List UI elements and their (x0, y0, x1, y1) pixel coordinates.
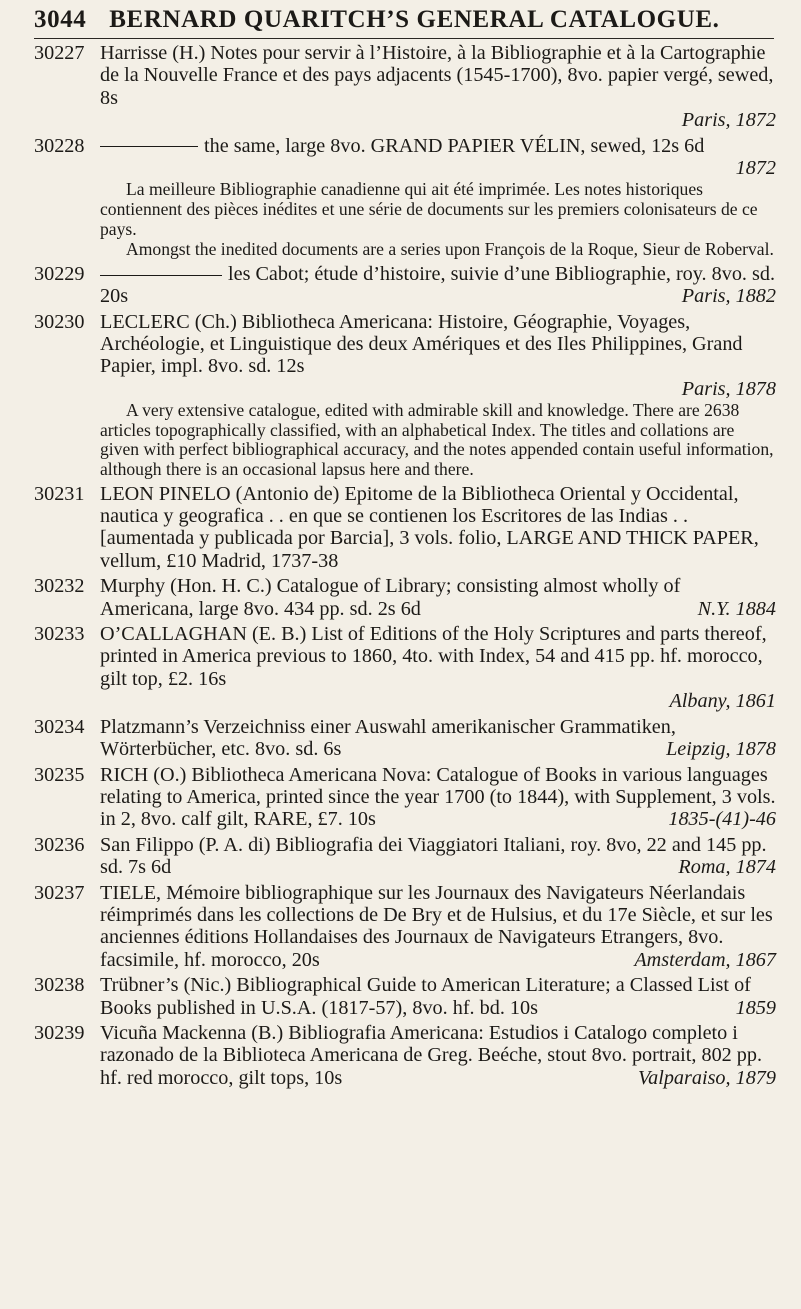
imprint-place: 1859 (735, 996, 776, 1019)
lot-number: 30234 (34, 715, 85, 738)
ditto-rule (100, 275, 222, 276)
imprint-place: 1835-(41)-46 (668, 808, 776, 831)
entry-text: O’CALLAGHAN (E. B.) List of Editions of the Holy Scriptures and parts thereof, printed in America previous to 1860, 4to. with Index, 54 and 415 pp. hf. morocco, gilt top, £2. 16s (100, 623, 767, 690)
page-title: BERNARD QUARITCH’S GENERAL CATALOGUE. (109, 6, 720, 33)
lot-number: 30236 (34, 833, 85, 856)
catalogue-entry (34, 882, 776, 972)
lot-number: 30235 (34, 763, 85, 786)
lot-number: 30232 (34, 575, 85, 598)
entry-note: La meilleure Bibliographie canadienne qui ait été imprimée. Les notes historiques contiennent des pièces inédites et une série de documents sur les premiers colonisateurs de ce pays. (100, 179, 758, 239)
imprint-place: Paris, 1878 (681, 377, 776, 400)
entry-text: Platzmann’s Verzeichniss einer Auswahl amerikanischer Grammatiken, Wörterbücher, etc. 8vo. sd. 6s (100, 715, 676, 761)
ditto-rule (100, 146, 198, 147)
lot-number: 30230 (34, 310, 85, 333)
entry-text: Trübner’s (Nic.) Bibliographical Guide to American Literature; a Classed List of Books published in U.S.A. (1817-57), 8vo. hf. bd. 10s (100, 974, 751, 1019)
entry-text: TIELE, Mémoire bibliographique sur les Journaux des Navigateurs Néerlandais réimprimés dans les collections de De Bry et de Hulsius, et du 17e Siècle, et sur les anciennes éditions Hollandaises des Journaux de Navigateurs Etrangers, 8vo. facsimile, hf. morocco, 20s (100, 881, 773, 971)
entry-body (100, 575, 776, 620)
imprint-place: Albany, 1861 (669, 690, 776, 713)
catalogue-entry (34, 1022, 776, 1089)
catalogue-entry (34, 135, 776, 260)
entry-text: San Filippo (P. A. di) Bibliografia dei Viaggiatori Italiani, roy. 8vo, 22 and 145 pp. sd. 7s 6d (100, 833, 767, 879)
running-head (34, 6, 774, 36)
catalogue-entry (34, 716, 776, 761)
entry-text: the same, large 8vo. GRAND PAPIER VÉLIN, sewed, 12s 6d (204, 134, 705, 157)
entry-text: LECLERC (Ch.) Bibliotheca Americana: Histoire, Géographie, Voyages, Archéologie, et Linguistique des deux Amériques et des Iles Philippines, Grand Papier, impl. 8vo. sd. 12s (100, 310, 743, 378)
lot-number: 30231 (34, 482, 85, 505)
catalogue-entry (34, 42, 776, 132)
entry-text: RICH (O.) Bibliotheca Americana Nova: Catalogue of Books in various languages relating to America, printed since the year 1700 (to 1844), with Supplement, 3 vols. in 2, 8vo. calf gilt, RARE, £7. 10s (100, 763, 776, 831)
entry-body (100, 882, 776, 972)
catalogue-entry (34, 764, 776, 831)
catalogue-entry (34, 623, 776, 713)
entry-text: Harrisse (H.) Notes pour servir à l’Histoire, à la Bibliographie et à la Cartographie de la Nouvelle France et des pays adjacents (1545-1700), 8vo. papier vergé, sewed, 8s (100, 42, 774, 109)
entry-text: Murphy (Hon. H. C.) Catalogue of Library; consisting almost wholly of Americana, large 8vo. 434 pp. sd. 2s 6d (100, 575, 681, 620)
page-number: 3044 (34, 6, 87, 33)
lot-number: 30238 (34, 974, 85, 997)
entry-body (100, 135, 776, 157)
entry-body (100, 716, 776, 761)
catalogue-entry (34, 263, 776, 308)
lot-number: 30229 (34, 262, 85, 285)
entry-body (100, 764, 776, 831)
lot-number: 30237 (34, 881, 85, 904)
imprint-place: Amsterdam, 1867 (634, 948, 776, 971)
entry-text: les Cabot; étude d’histoire, suivie d’une Bibliographie, roy. 8vo. sd. 20s (100, 262, 776, 308)
imprint-place: N.Y. 1884 (697, 597, 776, 620)
entry-text: Vicuña Mackenna (B.) Bibliografia Americana: Estudios i Catalogo completo i razonado de la Biblioteca Americana de Greg. Beéche, stout 8vo. portrait, 802 pp. hf. red morocco, gilt tops, 10s (100, 1021, 763, 1089)
catalogue-entry (34, 483, 776, 573)
imprint-place: 1872 (735, 157, 776, 180)
entry-body (100, 834, 776, 879)
catalogue-entries (34, 42, 776, 1092)
header-rule (34, 38, 774, 39)
imprint-place: Leipzig, 1878 (666, 738, 776, 761)
lot-number: 30228 (34, 134, 85, 157)
entry-note: Amongst the inedited documents are a series upon François de la Roque, Sieur de Roberval. (126, 239, 774, 260)
entry-note: A very extensive catalogue, edited with admirable skill and knowledge. There are 2638 articles topographically classified, with an alphabetical Index. The titles and collations are given with perfect bibliographical accuracy, and the notes appended contain useful information, although there is an occasional lapsus here and there. (100, 400, 774, 480)
entry-text: LEON PINELO (Antonio de) Epitome de la Bibliotheca Oriental y Occidental, nautica y geografica . . en que se contienen los Escritores de las Indias . . [aumentada y publicada por Barcia], 3 vols. folio, LARGE AND THICK PAPER, vellum, £10 Madrid, 1737-38 (100, 482, 759, 572)
entry-body (100, 1022, 776, 1089)
catalogue-entry (34, 575, 776, 620)
imprint-place: Roma, 1874 (678, 856, 776, 879)
lot-number: 30233 (34, 623, 85, 646)
catalogue-entry (34, 834, 776, 879)
imprint-place: Valparaiso, 1879 (638, 1066, 776, 1089)
imprint-place: Paris, 1872 (681, 109, 776, 132)
entry-body (100, 263, 776, 308)
lot-number: 30239 (34, 1021, 85, 1044)
catalogue-entry (34, 311, 776, 480)
catalogue-entry (34, 974, 776, 1019)
entry-body (100, 974, 776, 1019)
imprint-place: Paris, 1882 (681, 285, 776, 308)
lot-number: 30227 (34, 42, 85, 64)
